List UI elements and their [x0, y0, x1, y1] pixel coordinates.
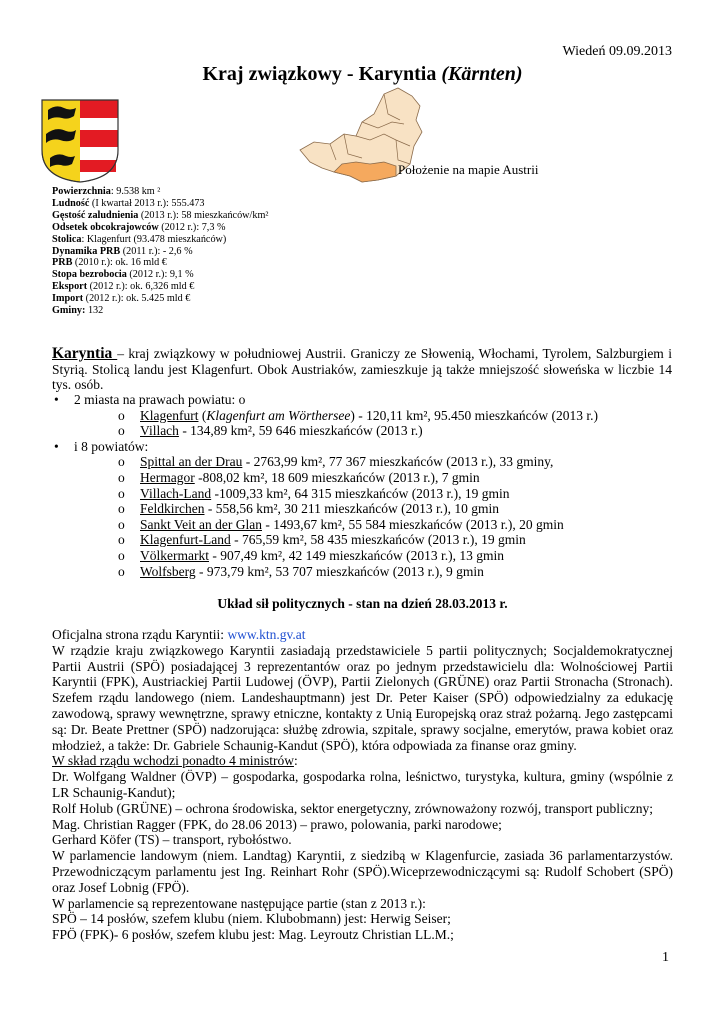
- city-link[interactable]: Klagenfurt: [140, 407, 199, 423]
- official-site-line: Oficjalna strona rządu Karyntii: www.ktn.gv.at: [52, 627, 306, 642]
- cities-heading: • 2 miasta na prawach powiatu: o: [54, 392, 246, 407]
- coat-of-arms-image: [40, 98, 120, 184]
- minister-item: Rolf Holub (GRÜNE) – ochrona środowiska, sektor energetyczny, zrównoważony rozwój, transport publiczny;: [52, 800, 653, 816]
- fact-unemployment: Stopa bezrobocia (2012 r.): 9,1 %: [52, 269, 194, 281]
- fact-capital: Stolica: Klagenfurt (93.478 mieszkańców): [52, 233, 227, 245]
- ministers-heading: W skład rządu wchodzi ponadto 4 ministrów:: [52, 753, 298, 769]
- title-main: Kraj związkowy - Karyntia: [202, 63, 442, 85]
- district-link[interactable]: Völkermarkt: [140, 547, 209, 563]
- district-link[interactable]: Feldkirchen: [140, 501, 205, 517]
- official-site-link[interactable]: www.ktn.gv.at: [227, 627, 306, 642]
- intro-term: Karyntia: [52, 345, 118, 362]
- fact-export: Eksport (2012 r.): ok. 6,326 mld €: [52, 281, 195, 293]
- parties-intro: W parlamencie są reprezentowane następujące partie (stan z 2013 r.):: [52, 895, 426, 911]
- politics-section-title: Układ sił politycznych - stan na dzień 28.03.2013 r.: [217, 596, 508, 611]
- district-item: o Klagenfurt-Land - 765,59 km², 58 435 mieszkańców (2013 r.), 19 gmin: [118, 532, 526, 548]
- district-link[interactable]: Wolfsberg: [140, 563, 196, 579]
- parliament-paragraph: W parlamencie landowym (niem. Landtag) Karyntii, z siedzibą w Klagenfurcie, zasiada 36 parlamentarzystów. Przewodniczącym parlamentu jest Ing. Reinhart Rohr (SPÖ).Wiceprzewodniczącymi są: Rudolf Schobert (SPÖ) oraz Josef Lobnig (FPÖ).: [52, 848, 673, 895]
- fact-gdp: PRB (2010 r.): ok. 16 mld €: [52, 257, 167, 269]
- minister-item: Mag. Christian Ragger (FPK, do 28.06 2013) – prawo, polowania, parki narodowe;: [52, 816, 502, 832]
- subdivision-list: [52, 392, 672, 579]
- city-item: o Klagenfurt (Klagenfurt am Wörthersee) - 120,11 km², 95.450 mieszkańców (2013 r.): [118, 407, 598, 423]
- district-item: o Wolfsberg - 973,79 km², 53 707 mieszkańców (2013 r.), 9 gmin: [118, 563, 484, 579]
- city-item: o Villach - 134,89 km², 59 646 mieszkańców (2013 r.): [118, 423, 423, 439]
- district-item: o Sankt Veit an der Glan - 1493,67 km², 55 584 mieszkańców (2013 r.), 20 gmin: [118, 516, 564, 532]
- fact-density: Gęstość zaludnienia (2013 r.): 58 mieszkańców/km²: [52, 209, 269, 221]
- district-link[interactable]: Klagenfurt-Land: [140, 532, 231, 548]
- intro-text: – kraj związkowy w południowej Austrii. Graniczy ze Słowenią, Włochami, Tyrolem, Salzburgiem i Styrią. Stolicą landu jest Klagenfurt. Obok Austriaków, zamieszkuje ją także mniejszość słoweńska w liczbie 14 tys. osób.: [52, 346, 673, 393]
- party-item: FPÖ (FPK)- 6 posłów, szefem klubu jest: Mag. Leyroutz Christian LL.M.;: [52, 927, 454, 943]
- government-paragraph: W rządzie kraju związkowego Karyntii zasiadają przedstawiciele 5 partii politycznych; Socjaldemokratycznej Partii Austrii (SPÖ) posiadającej 3 reprezentantów oraz po jednym przedstawicielu dla: Wolnościowej Partii Karyntii (FPK), Austriackiej Partii Ludowej (ÖVP), Partii Zielonych (GRÜNE) oraz Partii Stronacha (Stronach). Szefem rządu landowego (niem. Landeshauptmann) jest Dr. Peter Kaiser (SPÖ) odpowiedzialny za edukację zawodową, sprawy wewnętrzne, sprawy etniczne, kontakty z Unią Europejską oraz straż pożarną. Jego zastępcami są: Dr. Beate Prettner (SPÖ) nadzorująca: służbę zdrowia, szpitale, sprawy socjalne, emerytów, prawa kobiet oraz młodzież, a także: Dr. Gabriele Schaunig-Kandut (SPÖ), która odpowiada za finanse oraz gminy.: [52, 642, 673, 753]
- district-item: o Hermagor -808,02 km², 18 609 mieszkańców (2013 r.), 7 gmin: [118, 469, 480, 485]
- fact-gdp-growth: Dynamika PRB (2011 r.): - 2,6 %: [52, 245, 193, 257]
- district-link[interactable]: Villach-Land: [140, 485, 212, 501]
- district-link[interactable]: Spittal an der Drau: [140, 454, 243, 470]
- intro-paragraph: [52, 346, 672, 393]
- fact-area: Powierzchnia: 9.538 km ²: [52, 186, 161, 197]
- minister-item: Gerhard Köfer (TS) – transport, rybołóstwo.: [52, 832, 292, 848]
- map-caption: Położenie na mapie Austrii: [398, 162, 539, 177]
- title-german-name: (Kärnten): [441, 63, 523, 85]
- district-item: o Villach-Land -1009,33 km², 64 315 mieszkańców (2013 r.), 19 gmin: [118, 485, 510, 501]
- district-link[interactable]: Sankt Veit an der Glan: [140, 516, 262, 532]
- districts-heading: • i 8 powiatów:: [54, 438, 149, 454]
- document-date: Wiedeń 09.09.2013: [562, 44, 672, 59]
- politics-body: [52, 627, 673, 943]
- page-number: 1: [662, 950, 669, 965]
- page-title: [0, 63, 725, 86]
- fact-foreigners: Odsetek obcokrajowców (2012 r.): 7,3 %: [52, 221, 226, 233]
- district-item: o Feldkirchen - 558,56 km², 30 211 mieszkańców (2013 r.), 10 gmin: [118, 501, 499, 517]
- minister-item: Dr. Wolfgang Waldner (ÖVP) – gospodarka, gospodarka rolna, leśnictwo, turystyka, kultura, gminy (wspólnie z LR Schaunig-Kandut);: [52, 769, 673, 800]
- fact-import: Import (2012 r.): ok. 5.425 mld €: [52, 293, 191, 305]
- district-link[interactable]: Hermagor: [140, 469, 195, 485]
- facts-list: [52, 186, 268, 317]
- fact-municipalities: Gminy: 132: [52, 305, 104, 317]
- district-item: o Völkermarkt - 907,49 km², 42 149 mieszkańców (2013 r.), 13 gmin: [118, 547, 504, 563]
- city-link[interactable]: Villach: [140, 423, 179, 439]
- district-item: o Spittal an der Drau - 2763,99 km², 77 367 mieszkańców (2013 r.), 33 gminy,: [118, 454, 554, 470]
- party-item: SPÖ – 14 posłów, szefem klubu (niem. Klubobmann) jest: Herwig Seiser;: [52, 911, 451, 927]
- fact-population: Ludność (I kwartał 2013 r.): 555.473: [52, 197, 205, 209]
